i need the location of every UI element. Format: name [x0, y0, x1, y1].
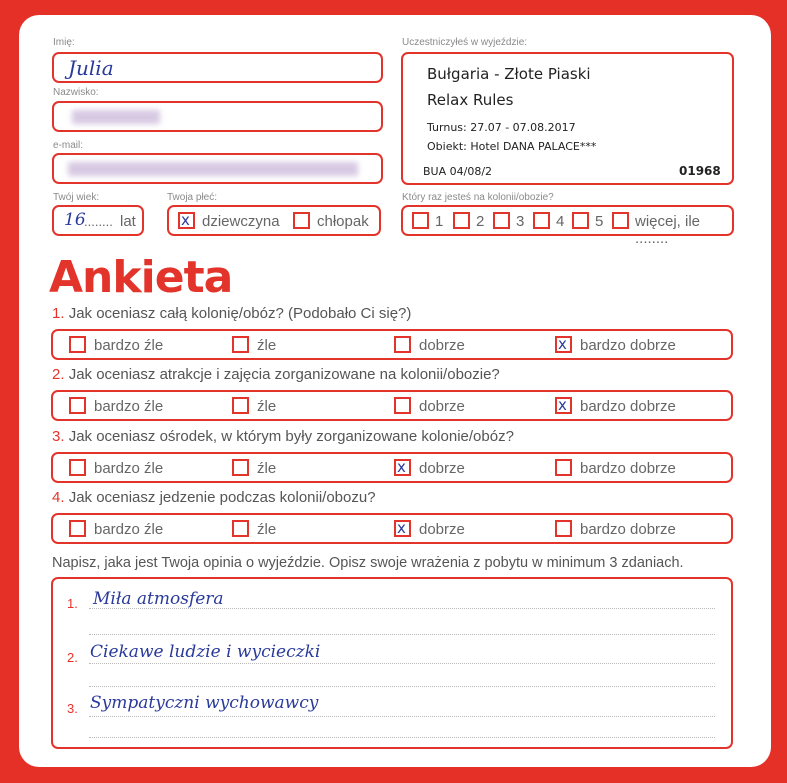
- age-field[interactable]: [52, 205, 144, 236]
- ruled-line: [89, 737, 715, 738]
- times-label: Który raz jesteś na kolonii/obozie?: [402, 192, 554, 203]
- question-2-options: [51, 390, 733, 421]
- times-5-label: 5: [595, 213, 604, 230]
- ruled-line: [89, 663, 715, 664]
- opinion-box[interactable]: [51, 577, 733, 749]
- email-label: e-mail:: [53, 140, 84, 151]
- question-2-option-3-label: dobrze: [419, 398, 465, 415]
- trip-number: 01968: [679, 164, 721, 178]
- gender-field: [167, 205, 381, 236]
- question-3-text: [52, 428, 514, 445]
- name-value: Julia: [68, 56, 114, 80]
- question-number: 4.: [52, 489, 65, 506]
- question-label: Jak oceniasz całą kolonię/obóz? (Podobało Ci się?): [68, 305, 412, 322]
- question-4-options: [51, 513, 733, 544]
- question-label: Jak oceniasz ośrodek, w którym były zorganizowane kolonie/obóz?: [68, 428, 514, 445]
- gender-male-checkbox[interactable]: [293, 212, 310, 229]
- times-3-checkbox[interactable]: [493, 212, 510, 229]
- check-mark: x: [558, 396, 567, 414]
- question-4-option-4-label: bardzo dobrze: [580, 521, 676, 538]
- gender-female-checkbox[interactable]: [178, 212, 195, 229]
- question-4-option-1-label: bardzo źle: [94, 521, 164, 538]
- question-1-option-1-checkbox[interactable]: [69, 336, 86, 353]
- question-1-option-4-label: bardzo dobrze: [580, 337, 676, 354]
- question-1-option-2-checkbox[interactable]: [232, 336, 249, 353]
- times-2-label: 2: [476, 213, 485, 230]
- question-3-option-3-checkbox[interactable]: [394, 459, 411, 476]
- question-2-option-2-label: źle: [257, 398, 277, 415]
- trip-info-box: [401, 52, 734, 185]
- question-number: 3.: [52, 428, 65, 445]
- age-value: 16: [64, 210, 86, 230]
- question-2-option-3-checkbox[interactable]: [394, 397, 411, 414]
- age-unit: lat: [120, 213, 136, 230]
- question-3-option-2-label: źle: [257, 460, 277, 477]
- gender-label: Twoja płeć:: [167, 192, 218, 203]
- question-3-option-1-label: bardzo źle: [94, 460, 164, 477]
- age-dots: ........: [84, 214, 113, 229]
- surname-label: Nazwisko:: [53, 87, 99, 98]
- times-4-label: 4: [556, 213, 565, 230]
- email-redacted: [68, 162, 358, 176]
- ruled-line: [89, 686, 715, 687]
- email-field[interactable]: [52, 153, 383, 184]
- times-2-checkbox[interactable]: [453, 212, 470, 229]
- question-1-option-4-checkbox[interactable]: [555, 336, 572, 353]
- question-number: 2.: [52, 366, 65, 383]
- question-4-option-2-checkbox[interactable]: [232, 520, 249, 537]
- question-1-option-3-label: dobrze: [419, 337, 465, 354]
- question-3-options: [51, 452, 733, 483]
- question-label: Jak oceniasz atrakcje i zajęcia zorganizowane na kolonii/obozie?: [68, 366, 500, 383]
- trip-turnus: Turnus: 27.07 - 07.08.2017: [427, 121, 576, 134]
- times-5-checkbox[interactable]: [572, 212, 589, 229]
- opinion-1-number: 1.: [67, 596, 78, 611]
- question-1-option-1-label: bardzo źle: [94, 337, 164, 354]
- opinion-1-text: Miła atmosfera: [93, 589, 224, 609]
- gender-female-mark: x: [181, 211, 190, 229]
- times-3-label: 3: [516, 213, 525, 230]
- surname-field[interactable]: [52, 101, 383, 132]
- name-field[interactable]: [52, 52, 383, 83]
- form-card: [19, 15, 771, 767]
- gender-male-label: chłopak: [317, 213, 369, 230]
- question-2-text: [52, 366, 500, 383]
- ruled-line: [89, 634, 715, 635]
- name-label: Imię:: [53, 37, 75, 48]
- gender-female-label: dziewczyna: [202, 213, 280, 230]
- question-4-option-3-label: dobrze: [419, 521, 465, 538]
- times-field: [401, 205, 734, 247]
- surname-redacted: [72, 110, 160, 124]
- times-4-checkbox[interactable]: [533, 212, 550, 229]
- question-3-option-2-checkbox[interactable]: [232, 459, 249, 476]
- question-4-option-3-checkbox[interactable]: [394, 520, 411, 537]
- question-3-option-4-label: bardzo dobrze: [580, 460, 676, 477]
- times-more-label: więcej, ile ........: [635, 213, 701, 247]
- question-3-option-4-checkbox[interactable]: [555, 459, 572, 476]
- question-2-option-4-checkbox[interactable]: [555, 397, 572, 414]
- question-4-option-1-checkbox[interactable]: [69, 520, 86, 537]
- trip-code: BUA 04/08/2: [423, 165, 493, 178]
- check-mark: x: [397, 519, 406, 537]
- question-4-option-4-checkbox[interactable]: [555, 520, 572, 537]
- opinion-2-text: Ciekawe ludzie i wycieczki: [90, 642, 321, 662]
- check-mark: x: [397, 458, 406, 476]
- check-mark: x: [558, 335, 567, 353]
- trip-program: Relax Rules: [427, 91, 514, 109]
- trip-label: Uczestniczyłeś w wyjeździe:: [402, 37, 528, 48]
- trip-obiekt: Obiekt: Hotel DANA PALACE***: [427, 140, 597, 153]
- question-3-option-3-label: dobrze: [419, 460, 465, 477]
- opinion-2-number: 2.: [67, 650, 78, 665]
- times-1-label: 1: [435, 213, 444, 230]
- question-2-option-2-checkbox[interactable]: [232, 397, 249, 414]
- question-label: Jak oceniasz jedzenie podczas kolonii/obozu?: [68, 489, 376, 506]
- opinion-3-number: 3.: [67, 701, 78, 716]
- survey-title: Ankieta: [49, 252, 233, 303]
- question-4-text: [52, 489, 376, 506]
- question-3-option-1-checkbox[interactable]: [69, 459, 86, 476]
- question-1-options: [51, 329, 733, 360]
- trip-destination: Bułgaria - Złote Piaski: [427, 65, 591, 83]
- question-2-option-4-label: bardzo dobrze: [580, 398, 676, 415]
- question-1-option-3-checkbox[interactable]: [394, 336, 411, 353]
- times-1-checkbox[interactable]: [412, 212, 429, 229]
- question-number: 1.: [52, 305, 65, 322]
- opinion-3-text: Sympatyczni wychowawcy: [90, 693, 319, 713]
- question-1-text: [52, 305, 411, 322]
- opinion-prompt: Napisz, jaka jest Twoja opinia o wyjeździe. Opisz swoje wrażenia z pobytu w minimum 3 zdaniach.: [52, 555, 684, 571]
- question-2-option-1-label: bardzo źle: [94, 398, 164, 415]
- question-1-option-2-label: źle: [257, 337, 277, 354]
- age-label: Twój wiek:: [53, 192, 100, 203]
- question-4-option-2-label: źle: [257, 521, 277, 538]
- ruled-line: [89, 716, 715, 717]
- question-2-option-1-checkbox[interactable]: [69, 397, 86, 414]
- times-more-checkbox[interactable]: [612, 212, 629, 229]
